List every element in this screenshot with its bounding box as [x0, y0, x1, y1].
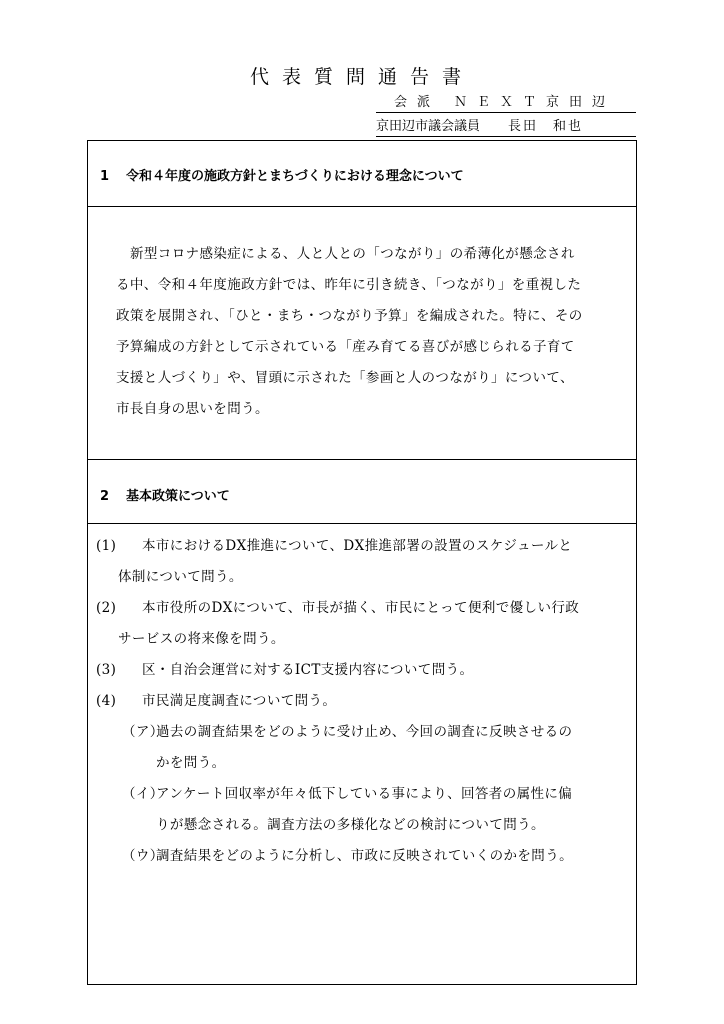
- document-title: 代表質問通告書: [249, 66, 474, 88]
- sub-item-text: アンケート回収率が年々低下している事により、回答者の属性に偏: [156, 786, 573, 802]
- sub-item: [96, 717, 632, 748]
- list-item: [96, 593, 632, 624]
- body-line: 支援と人づくり」や、冒頭に示された「参画と人のつながり」について、: [116, 370, 574, 386]
- sub-item-mark: （イ）: [122, 786, 164, 802]
- body-line: 市長自身の思いを問う。: [116, 401, 269, 417]
- sub-item: [96, 779, 632, 810]
- sub-item: [96, 841, 632, 872]
- member-line: [376, 118, 636, 137]
- item-mark: (3): [96, 662, 117, 678]
- item-mark: (2): [96, 600, 117, 616]
- divider: [88, 459, 636, 460]
- party-label: 会派: [394, 95, 441, 110]
- item-text: 本市役所のDXについて、市長が描く、市民にとって便利で優しい行政: [142, 600, 580, 616]
- section-2-items: [96, 531, 632, 872]
- item-text: 市民満足度調査について問う。: [142, 693, 337, 709]
- member-label: 京田辺市議会議員: [376, 119, 481, 134]
- divider: [88, 523, 636, 524]
- body-line: る中、令和４年度施政方針では、昨年に引き続き、「つながり」を重視した: [116, 277, 582, 293]
- party-name: ＮＥＸＴ京田辺: [454, 95, 616, 110]
- section-1-heading: [100, 165, 464, 184]
- body-line: 予算編成の方針として示されている「産み育てる喜びが感じられる子育て: [116, 339, 575, 355]
- body-line: 政策を展開され、「ひと・まち・つながり予算」を編成された。特に、その: [116, 308, 583, 324]
- party-line: [376, 94, 636, 113]
- section-2-title: 基本政策について: [126, 489, 230, 504]
- list-item: [96, 686, 632, 717]
- section-2-heading: [100, 485, 230, 504]
- item-continuation: 体制について問う。: [118, 569, 243, 585]
- sub-item-text: 過去の調査結果をどのように受け止め、今回の調査に反映させるの: [156, 724, 573, 740]
- section-1-number: 1: [100, 169, 110, 184]
- list-item: [96, 655, 632, 686]
- body-line: 新型コロナ感染症による、人と人との「つながり」の希薄化が懸念され: [130, 246, 575, 262]
- sub-item-mark: （ア）: [122, 724, 164, 740]
- section-1-body: [116, 239, 632, 425]
- sub-item-mark: （ウ）: [122, 848, 164, 864]
- list-item: [96, 531, 632, 562]
- member-name: 長田 和也: [508, 119, 584, 134]
- item-text: 区・自治会運営に対するICT支援内容について問う。: [142, 662, 474, 678]
- sub-item-continuation: りが懸念される。調査方法の多様化などの検討について問う。: [156, 817, 545, 833]
- sub-item-continuation: かを問う。: [156, 755, 226, 771]
- divider: [88, 206, 636, 207]
- item-text: 本市におけるDX推進について、DX推進部署の設置のスケジュールと: [142, 538, 573, 554]
- sub-item-text: 調査結果をどのように分析し、市政に反映されていくのかを問う。: [156, 848, 573, 864]
- section-1-title: 令和４年度の施政方針とまちづくりにおける理念について: [126, 169, 464, 184]
- item-mark: (1): [96, 538, 117, 554]
- item-continuation: サービスの将来像を問う。: [118, 631, 285, 647]
- item-mark: (4): [96, 693, 117, 709]
- section-2-number: 2: [100, 489, 110, 504]
- question-table: [87, 140, 637, 985]
